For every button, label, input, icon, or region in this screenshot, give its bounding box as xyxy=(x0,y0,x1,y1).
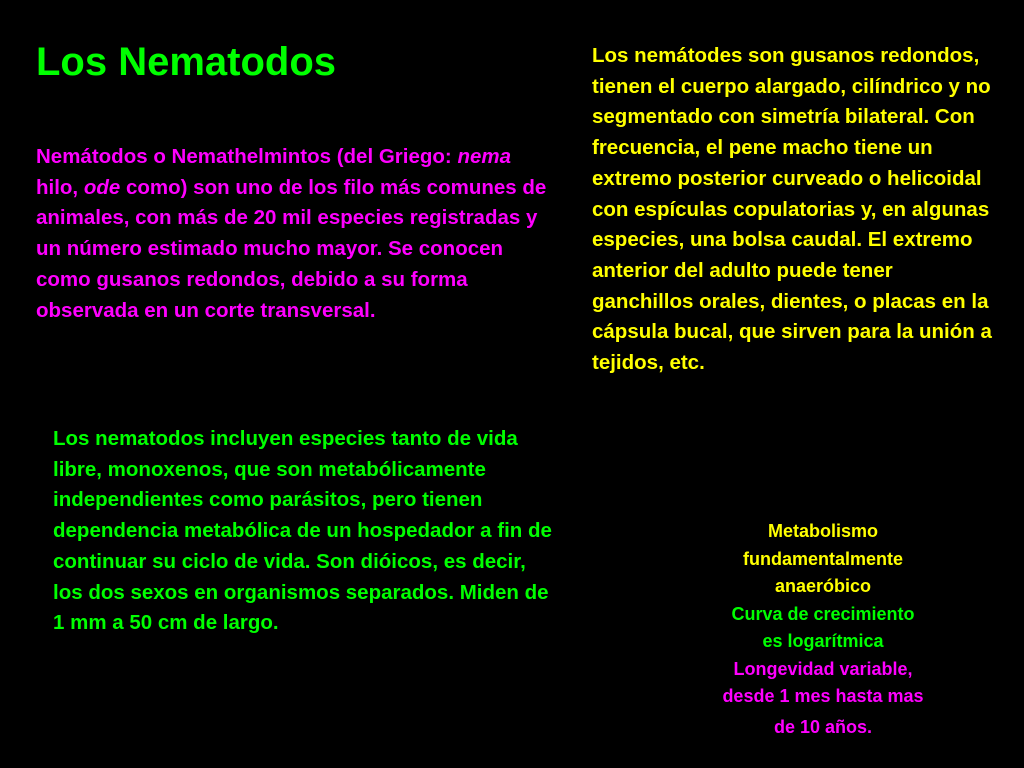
summary-block xyxy=(690,518,956,741)
summary-metabolism-line-3: anaeróbico xyxy=(774,576,872,596)
intro-term-ode: ode xyxy=(83,175,121,199)
summary-longevity-line-3: de 10 años. xyxy=(773,716,873,737)
intro-paragraph xyxy=(36,142,556,326)
intro-term-nema: nema xyxy=(457,145,512,168)
summary-metabolism-line-1: Metabolismo xyxy=(767,521,878,541)
intro-lead: Nemátodos o Nemathelmintos (del Griego: xyxy=(36,145,458,168)
slide-title: Los Nematodos xyxy=(36,40,337,84)
intro-rest: como) son uno de los filo más comunes de animales, con más de 20 mil especies registradas y un número estimado mucho mayor. Se conocen como gusanos redondos, debido a su forma observada en un corte transversal. xyxy=(36,175,547,322)
summary-longevity-line-2: desde 1 mes hasta mas xyxy=(722,686,924,706)
morphology-paragraph: Los nemátodes son gusanos redondos, tienen el cuerpo alargado, cilíndrico y no segmentado con simetría bilateral. Con frecuencia, el pene macho tiene un extremo posterior curveado o helicoidal con espículas copulatorias y, en algunas especies, una bolsa caudal. El extremo anterior del adulto puede tener ganchillos orales, dientes, o placas en la cápsula bucal, que sirven para la unión a tejidos, etc. xyxy=(592,44,992,375)
summary-longevity-line-1: Longevidad variable, xyxy=(733,658,913,679)
lifestyle-paragraph: Los nematodos incluyen especies tanto de vida libre, monoxenos, que son metabólicamente independientes como parásitos, pero tienen dependencia metabólica de un hospedador a fin de continuar su ciclo de vida. Son dióicos, es decir, los dos sexos en organismos separados. Miden de 1 mm a 50 cm de largo. xyxy=(53,427,552,635)
summary-metabolism-line-2: fundamentalmente xyxy=(742,548,904,569)
summary-growth-line-2: es logarítmica xyxy=(762,631,884,651)
summary-growth-line-1: Curva de crecimiento xyxy=(731,603,915,624)
intro-mid: hilo, xyxy=(36,175,84,199)
